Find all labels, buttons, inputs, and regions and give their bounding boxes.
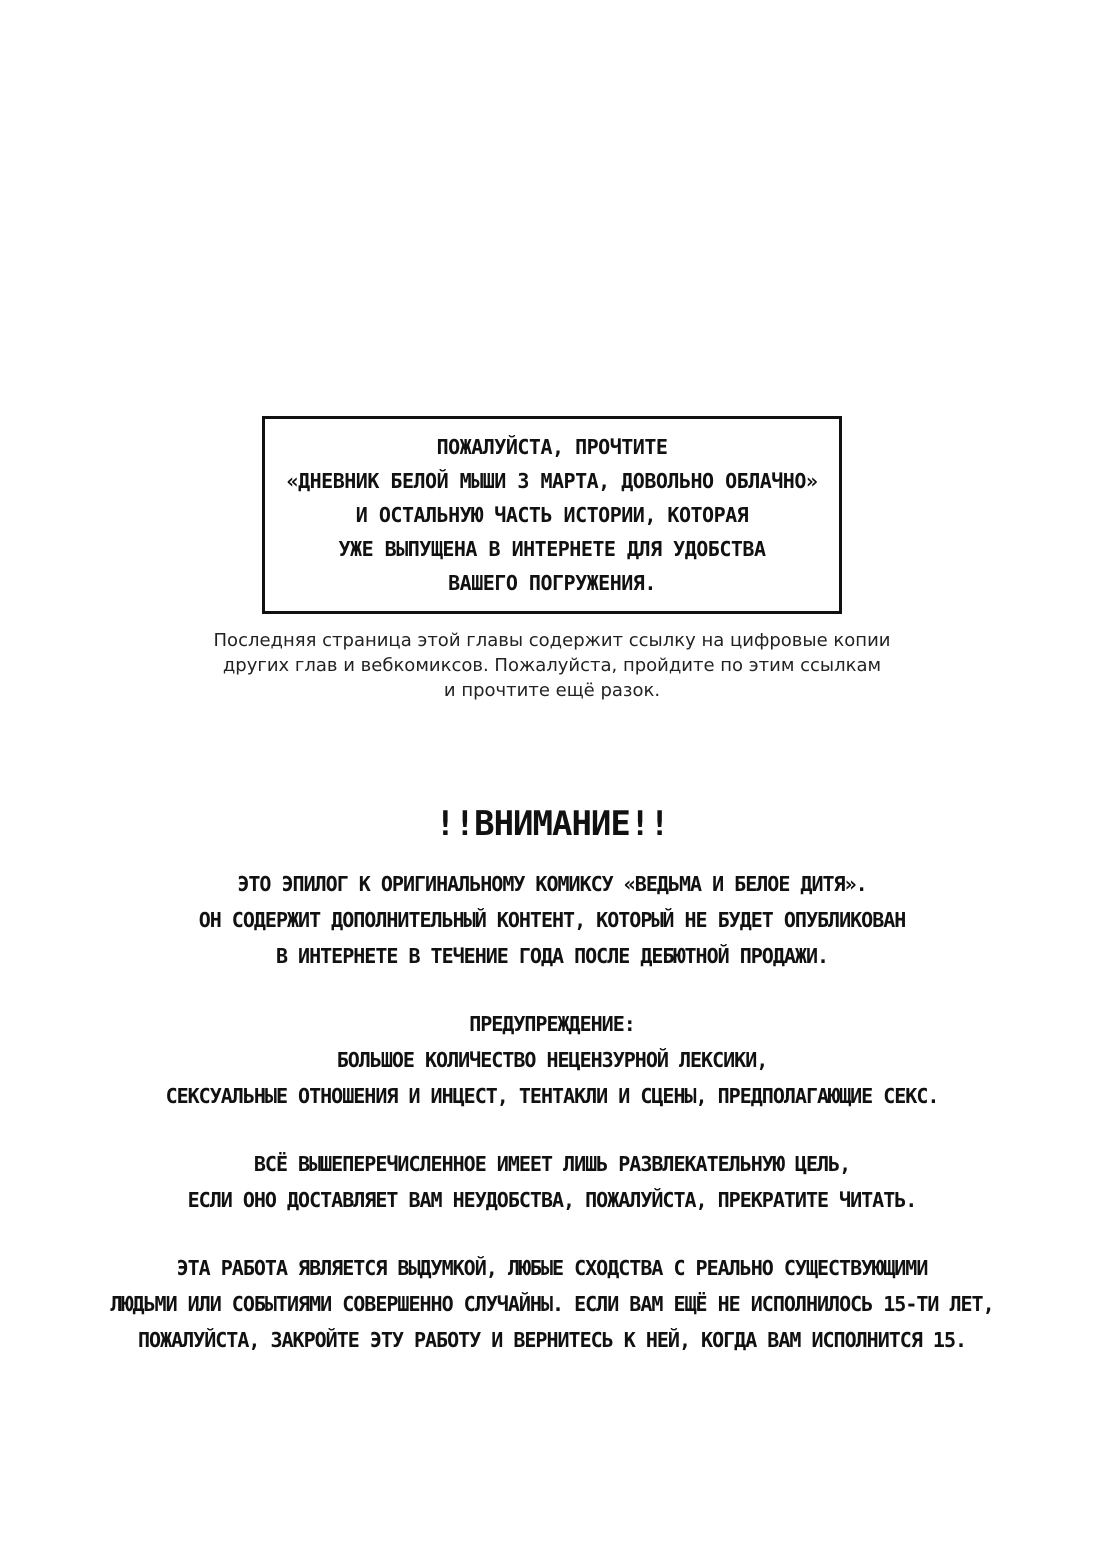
digital-copies-note [0,628,1104,703]
note-line: и прочтите ещё разок. [443,680,661,701]
content-warning [0,1006,1104,1114]
notice-line: УЖЕ ВЫПУЩЕНА В ИНТЕРНЕТЕ ДЛЯ УДОБСТВА [338,537,766,561]
fiction-disclaimer [0,1250,1104,1358]
info-line: ЭТО ЭПИЛОГ К ОРИГИНАЛЬНОМУ КОМИКСУ «ВЕДЬМА И БЕЛОЕ ДИТЯ». [237,872,867,896]
notice-line: И ОСТАЛЬНУЮ ЧАСТЬ ИСТОРИИ, КОТОРАЯ [355,503,749,527]
warning-line: СЕКСУАЛЬНЫЕ ОТНОШЕНИЯ И ИНЦЕСТ, ТЕНТАКЛИ И СЦЕНЫ, ПРЕДПОЛАГАЮЩИЕ СЕКС. [165,1084,939,1108]
disclaimer-line: ЭТА РАБОТА ЯВЛЯЕТСЯ ВЫДУМКОЙ, ЛЮБЫЕ СХОДСТВА С РЕАЛЬНО СУЩЕСТВУЮЩИМИ [176,1256,928,1280]
read-previous-notice-box [262,416,842,614]
attention-heading: !!ВНИМАНИЕ!! [435,804,669,844]
notice-line: ПОЖАЛУЙСТА, ПРОЧТИТЕ [436,435,668,459]
info-line: В ИНТЕРНЕТЕ В ТЕЧЕНИЕ ГОДА ПОСЛЕ ДЕБЮТНОЙ ПРОДАЖИ. [275,944,829,968]
entertainment-line: ВСЁ ВЫШЕПЕРЕЧИСЛЕННОЕ ИМЕЕТ ЛИШЬ РАЗВЛЕКАТЕЛЬНУЮ ЦЕЛЬ, [253,1152,851,1176]
disclaimer-line: ЛЮДЬМИ ИЛИ СОБЫТИЯМИ СОВЕРШЕННО СЛУЧАЙНЫ. ЕСЛИ ВАМ ЕЩЁ НЕ ИСПОЛНИЛОСЬ 15-ТИ ЛЕТ, [110,1292,994,1316]
entertainment-line: ЕСЛИ ОНО ДОСТАВЛЯЕТ ВАМ НЕУДОБСТВА, ПОЖАЛУЙСТА, ПРЕКРАТИТЕ ЧИТАТЬ. [187,1188,917,1212]
entertainment-note [0,1146,1104,1218]
epilogue-info [0,866,1104,974]
warning-heading: ПРЕДУПРЕЖДЕНИЕ: [469,1012,635,1036]
disclaimer-line: ПОЖАЛУЙСТА, ЗАКРОЙТЕ ЭТУ РАБОТУ И ВЕРНИТЕСЬ К НЕЙ, КОГДА ВАМ ИСПОЛНИТСЯ 15. [137,1328,967,1352]
info-line: ОН СОДЕРЖИТ ДОПОЛНИТЕЛЬНЫЙ КОНТЕНТ, КОТОРЫЙ НЕ БУДЕТ ОПУБЛИКОВАН [198,908,906,932]
notice-line: «ДНЕВНИК БЕЛОЙ МЫШИ 3 МАРТА, ДОВОЛЬНО ОБЛАЧНО» [286,469,818,493]
note-line: других глав и вебкомиксов. Пожалуйста, пройдите по этим ссылкам [222,655,882,676]
note-line: Последняя страница этой главы содержит ссылку на цифровые копии [213,630,891,651]
notice-line: ВАШЕГО ПОГРУЖЕНИЯ. [448,571,656,595]
warning-line: БОЛЬШОЕ КОЛИЧЕСТВО НЕЦЕНЗУРНОЙ ЛЕКСИКИ, [336,1048,768,1072]
